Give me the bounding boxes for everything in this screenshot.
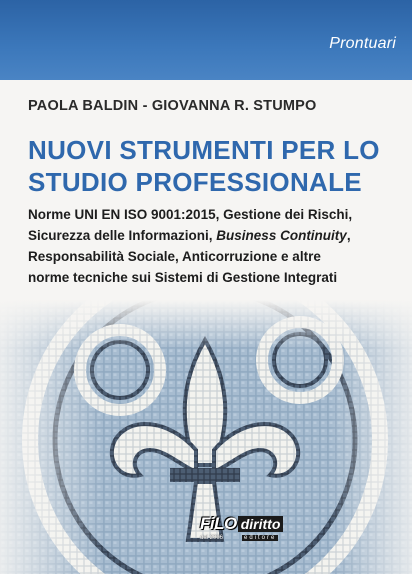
authors: PAOLA BALDIN - GIOVANNA R. STUMPO [28,98,317,114]
publisher-name-diritto: diritto [238,516,284,532]
subtitle-line-2b: Business Continuity [216,228,347,243]
book-title [28,134,398,198]
title-line-2: STUDIO PROFESSIONALE [28,167,362,197]
subtitle-line-2c: , [346,228,351,243]
publisher-name [200,514,283,534]
publisher-name-filo: FiLO [200,514,237,533]
header-band [0,0,412,80]
title-line-1: NUOVI STRUMENTI PER LO [28,135,380,165]
series-label: Prontuari [329,35,396,52]
publisher-tag: editore [244,535,277,541]
subtitle-line-4: norme tecniche sui Sistemi di Gestione Integrati [28,270,338,285]
subtitle-line-1: Norme UNI EN ISO 9001:2015, Gestione dei Rischi, [28,207,353,222]
publisher-since: dal 2006 [200,535,224,541]
publisher-logo [200,514,281,548]
subtitle-line-2a: Sicurezza delle Informazioni, [28,228,217,243]
book-subtitle [28,204,398,288]
subtitle-line-3: Responsabilità Sociale, Anticorruzione e altre [28,249,321,264]
subtitle-line-2 [28,225,398,246]
